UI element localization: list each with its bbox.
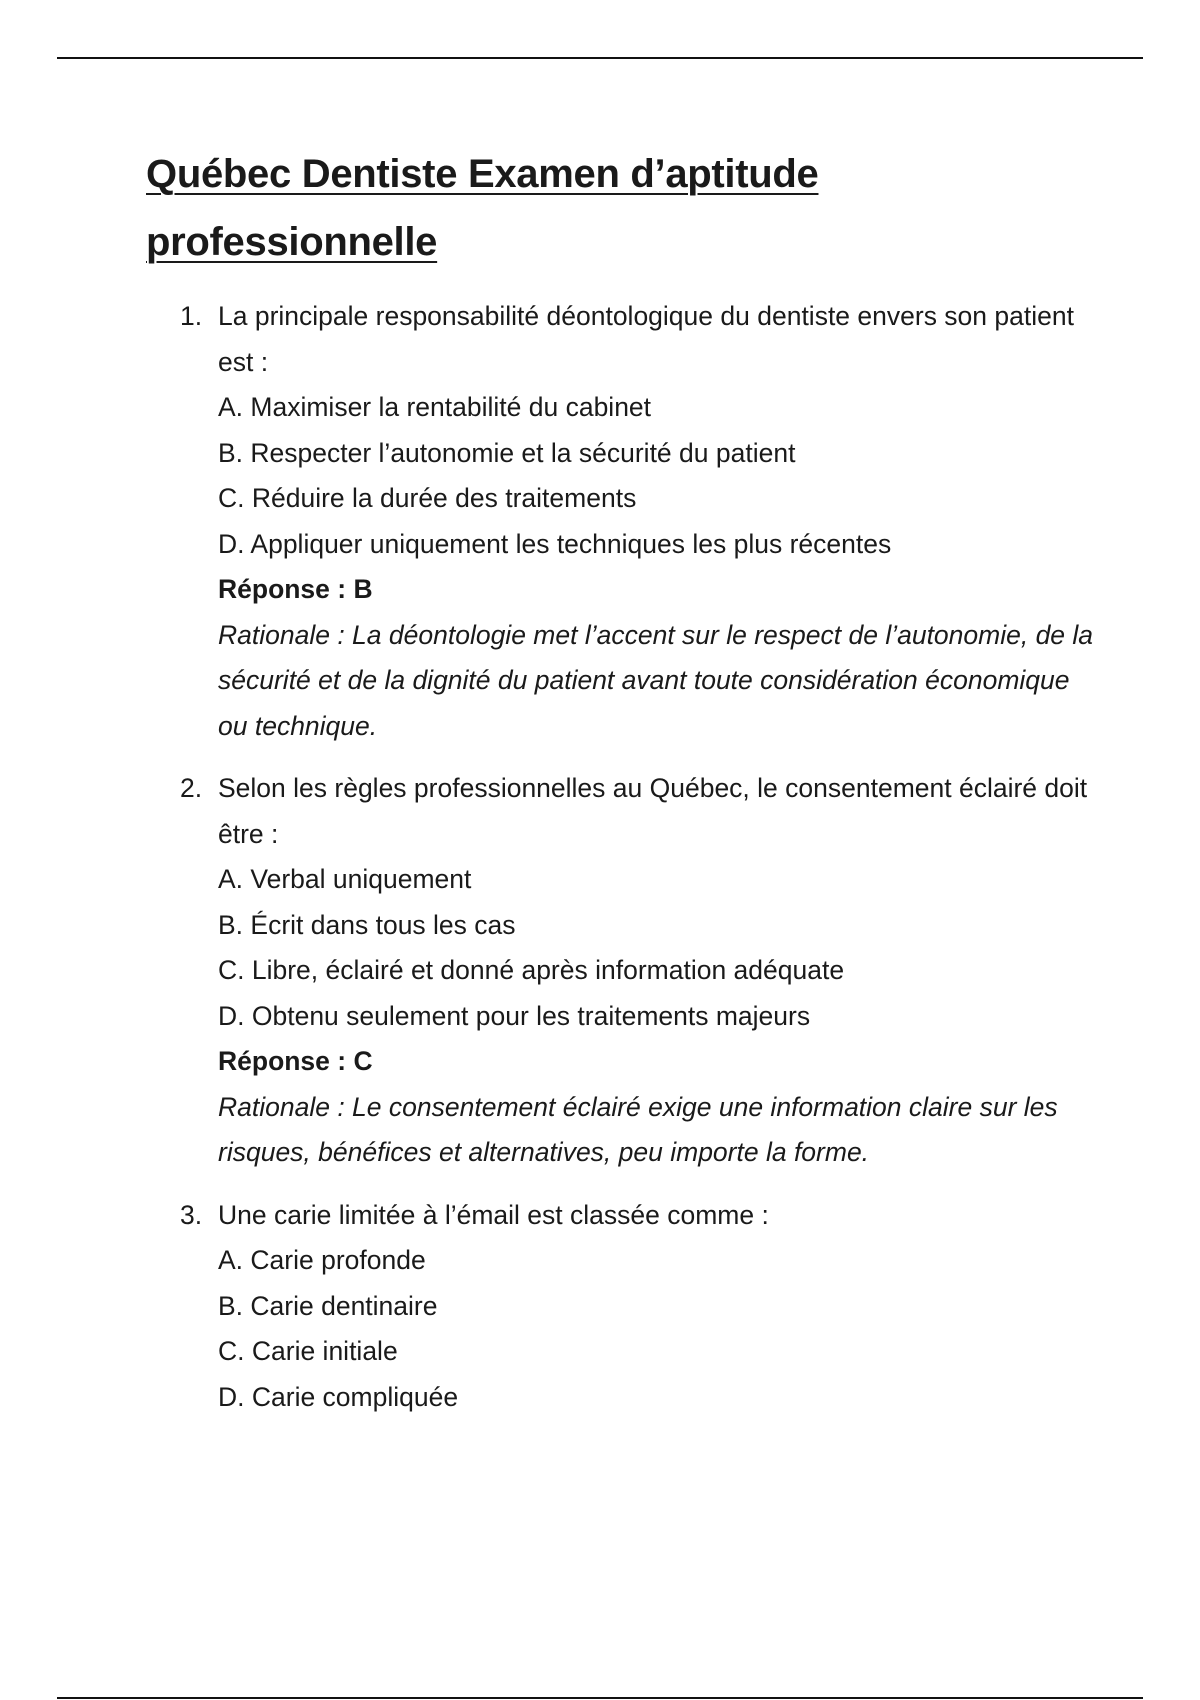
question-text: La principale responsabilité déontologique du dentiste envers son patient est : xyxy=(218,301,1074,377)
question-number: 2. xyxy=(180,773,203,803)
page-title-line-2: professionnelle xyxy=(146,220,438,264)
page-title xyxy=(146,148,1106,268)
question-number: 1. xyxy=(180,301,203,331)
question-number: 3. xyxy=(180,1199,203,1230)
option-d: D. Obtenu seulement pour les traitements majeurs xyxy=(218,1000,811,1031)
option-b: B. Carie dentinaire xyxy=(218,1290,438,1321)
document-body xyxy=(146,148,1106,1437)
option-d: D. Appliquer uniquement les techniques les plus récentes xyxy=(218,528,892,559)
option-a: A. Carie profonde xyxy=(218,1245,426,1275)
option-c: C. Réduire la durée des traitements xyxy=(218,483,637,513)
option-d: D. Carie compliquée xyxy=(218,1381,459,1412)
question-text: Selon les règles professionnelles au Québec, le consentement éclairé doit être : xyxy=(218,773,1088,849)
top-divider xyxy=(57,57,1143,59)
bottom-divider xyxy=(57,1697,1143,1699)
question-text: Une carie limitée à l’émail est classée comme : xyxy=(218,1199,769,1230)
option-a: A. Maximiser la rentabilité du cabinet xyxy=(218,392,652,422)
rationale: Rationale : Le consentement éclairé exige une information claire sur les risques, bénéfices et alternatives, peu importe la forme. xyxy=(218,1091,1058,1167)
option-b: B. Respecter l’autonomie et la sécurité du patient xyxy=(218,437,796,468)
rationale: Rationale : La déontologie met l’accent sur le respect de l’autonomie, de la sécurité et de la dignité du patient avant toute considération économique ou technique. xyxy=(218,619,1094,741)
option-b: B. Écrit dans tous les cas xyxy=(218,909,516,940)
question-3 xyxy=(146,1193,1106,1421)
question-list xyxy=(146,294,1106,1420)
question-1 xyxy=(146,294,1106,749)
option-c: C. Carie initiale xyxy=(218,1336,398,1366)
option-c: C. Libre, éclairé et donné après information adéquate xyxy=(218,955,845,985)
option-a: A. Verbal uniquement xyxy=(218,864,472,894)
question-2 xyxy=(146,766,1106,1176)
answer: Réponse : C xyxy=(218,1046,373,1076)
answer: Réponse : B xyxy=(218,574,373,604)
page-title-line-1: Québec Dentiste Examen d’aptitude xyxy=(146,152,819,196)
